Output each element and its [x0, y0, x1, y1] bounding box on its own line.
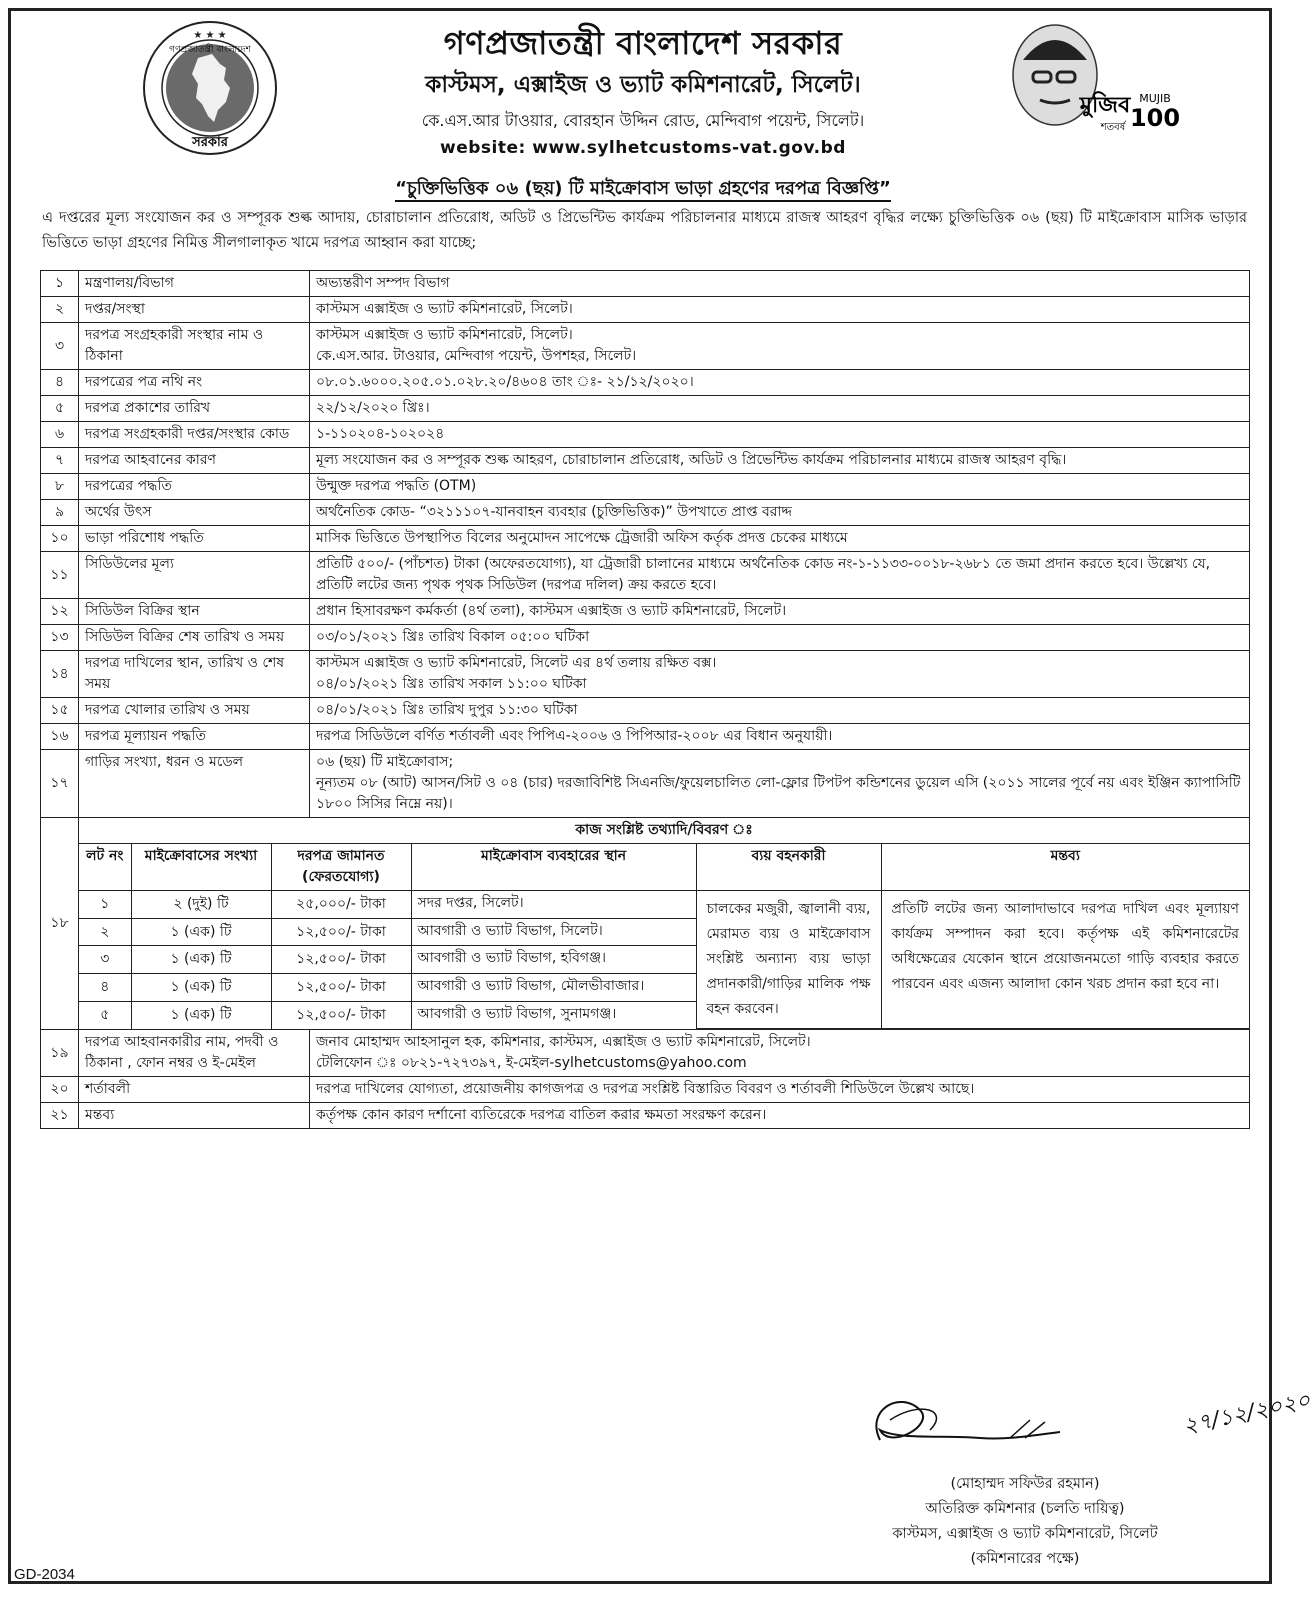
row-value-line: কর্তৃপক্ষ কোন কারণ দর্শানো ব্যতিরেকে দরপত্র বাতিল করার ক্ষমতা সংরক্ষণ করেন। [316, 1107, 767, 1123]
lot-table-header: দরপত্র জামানত (ফেরতযোগ্য) [271, 844, 411, 891]
row-label: দরপত্র মূল্যায়ন পদ্ধতি [79, 724, 310, 750]
row-value [310, 396, 1250, 422]
lot-table-header: মাইক্রোবাস ব্যবহারের স্থান [411, 844, 696, 891]
row-value-line: অভ্যন্তরীণ সম্পদ বিভাগ [316, 275, 450, 291]
row-number: ৭ [41, 448, 79, 474]
row-number: ৫ [41, 396, 79, 422]
handwritten-date: ২৭/১২/২০২০ [1181, 1388, 1313, 1440]
table-row [41, 625, 1250, 651]
row-label: ভাড়া পরিশোধ পদ্ধতি [79, 526, 310, 552]
lot-place: আবগারী ও ভ্যাট বিভাগ, সিলেট। [411, 918, 696, 946]
lot-table-header: ব্যয় বহনকারী [696, 844, 881, 891]
row-label: দরপত্রের পদ্ধতি [79, 474, 310, 500]
tender-details-table [40, 270, 1250, 1129]
table-row [41, 1103, 1250, 1129]
row-value-line: দরপত্র দাখিলের যোগ্যতা, প্রয়োজনীয় কাগজপত্র ও দরপত্র সংশ্লিষ্ট বিস্তারিত বিবরণ ও শর্তাবলী শিডিউলে উল্লেখ আছে। [316, 1081, 975, 1097]
row-value-line: ১-১১০২০৪-১০২০২৪ [316, 426, 445, 442]
row-value-line: মূল্য সংযোজন কর ও সম্পূরক শুল্ক আহরণ, চোরাচালান প্রতিরোধ, অডিট ও প্রিভেন্টিভ কার্যক্রম পরিচালনার মাধ্যমে রাজস্ব আহরণ বৃদ্ধি। [316, 452, 1067, 468]
lot-place: আবগারী ও ভ্যাট বিভাগ, হবিগঞ্জ। [411, 946, 696, 974]
table-row [41, 474, 1250, 500]
row-value-line: অর্থনৈতিক কোড- “৩২১১১০৭-যানবাহন ব্যবহার (চুক্তিভিত্তিক)” উপখাতে প্রাপ্ত বরাদ্দ [316, 504, 792, 520]
row-number: ১৮ [41, 818, 79, 1030]
row-label: সিডিউল বিক্রির শেষ তারিখ ও সময় [79, 625, 310, 651]
lot-table-heading-row [79, 818, 1249, 844]
row-value-line: কে.এস.আর. টাওয়ার, মেন্দিবাগ পয়েন্ট, উপশহর, সিলেট। [316, 348, 637, 364]
office-address: কে.এস.আর টাওয়ার, বোরহান উদ্দিন রোড, মেন্দিবাগ পয়েন্ট, সিলেট। [421, 111, 865, 130]
row-value [310, 750, 1250, 818]
row-value-line: কাস্টমস এক্সাইজ ও ভ্যাট কমিশনারেট, সিলেট। [316, 301, 573, 317]
row-label: দরপত্র সংগ্রহকারী সংস্থার নাম ও ঠিকানা [79, 323, 310, 370]
table-row [41, 698, 1250, 724]
lot-count: ২ (দুই) টি [131, 891, 271, 919]
lot-place: আবগারী ও ভ্যাট বিভাগ, মৌলভীবাজার। [411, 974, 696, 1002]
row-label: শর্তাবলী [79, 1077, 310, 1103]
row-value-line: ০৪/০১/২০২১ খ্রিঃ তারিখ সকাল ১১:০০ ঘটিকা [316, 676, 587, 692]
row-number: ১৫ [41, 698, 79, 724]
table-row [41, 750, 1250, 818]
signatory-on-behalf: (কমিশনারের পক্ষে) [970, 1551, 1080, 1567]
cost-bearer: চালকের মজুরী, জ্বালানী ব্যয়, মেরামত ব্যয় ও মাইক্রোবাস সংশ্লিষ্ট অন্যান্য ব্যয় ভাড়া প্রদানকারী/গাড়ির মালিক পক্ষ বহন করবেন। [696, 891, 881, 1029]
lot-row [79, 891, 1249, 919]
row-number: ১৯ [41, 1030, 79, 1077]
table-row-work-details [41, 818, 1250, 1030]
table-row [41, 323, 1250, 370]
row-value-line: প্রধান হিসাবরক্ষণ কর্মকর্তা (৪র্থ তলা), কাস্টমস এক্সাইজ ও ভ্যাট কমিশনারেট, সিলেট। [316, 603, 787, 619]
table-row [41, 370, 1250, 396]
table-row [41, 448, 1250, 474]
row-value-line: ২২/১২/২০২০ খ্রিঃ। [316, 400, 430, 416]
row-value [310, 698, 1250, 724]
row-label: দরপত্র দাখিলের স্থান, তারিখ ও শেষ সময় [79, 651, 310, 698]
row-value-line: টেলিফোন ঃ ০৮২১-৭২৭৩৯৭, ই-মেইল-sylhetcustoms@yahoo.com [316, 1055, 747, 1071]
row-value [310, 625, 1250, 651]
row-value [310, 500, 1250, 526]
row-value-line: কাস্টমস এক্সাইজ ও ভ্যাট কমিশনারেট, সিলেট। [316, 327, 573, 343]
lot-count: ১ (এক) টি [131, 946, 271, 974]
row-value [310, 1030, 1250, 1077]
government-title: গণপ্রজাতন্ত্রী বাংলাদেশ সরকার [443, 24, 843, 62]
table-row [41, 422, 1250, 448]
svg-text:★ ★ ★: ★ ★ ★ [193, 30, 227, 41]
signature-block [790, 1472, 1260, 1572]
lot-table-header: মন্তব্য [881, 844, 1249, 891]
signatory-name: (মোহাম্মদ সফিউর রহমান) [950, 1476, 1100, 1492]
notice-title: “চুক্তিভিত্তিক ০৬ (ছয়) টি মাইক্রোবাস ভাড়া গ্রহণের দরপত্র বিজ্ঞপ্তি” [0, 174, 1286, 205]
lot-security: ১২,৫০০/- টাকা [271, 946, 411, 974]
row-number: ২০ [41, 1077, 79, 1103]
table-row [41, 396, 1250, 422]
row-label: গাড়ির সংখ্যা, ধরন ও মডেল [79, 750, 310, 818]
row-number: ৯ [41, 500, 79, 526]
seal-bottom-text: সরকার [192, 135, 228, 150]
row-label: দরপত্র প্রকাশের তারিখ [79, 396, 310, 422]
lot-count: ১ (এক) টি [131, 1001, 271, 1028]
mujib-logo-en: MUJIB [1139, 92, 1171, 105]
row-number: ১ [41, 271, 79, 297]
table-row [41, 651, 1250, 698]
row-label: সিডিউল বিক্রির স্থান [79, 599, 310, 625]
row-number: ১০ [41, 526, 79, 552]
table-row [41, 552, 1250, 599]
row-value [310, 271, 1250, 297]
table-row [41, 297, 1250, 323]
row-number: ৮ [41, 474, 79, 500]
row-number: ৪ [41, 370, 79, 396]
row-value-line: ০৩/০১/২০২১ খ্রিঃ তারিখ বিকাল ০৫:০০ ঘটিকা [316, 629, 590, 645]
row-value [310, 599, 1250, 625]
row-number: ১২ [41, 599, 79, 625]
table-row [41, 1030, 1250, 1077]
lot-table-header: লট নং [79, 844, 131, 891]
row-label: দরপত্র খোলার তারিখ ও সময় [79, 698, 310, 724]
row-value [310, 323, 1250, 370]
row-value-line: ০৬ (ছয়) টি মাইক্রোবাস; [316, 754, 454, 770]
lot-place: আবগারী ও ভ্যাট বিভাগ, সুনামগঞ্জ। [411, 1001, 696, 1028]
row-value-line: উন্মুক্ত দরপত্র পদ্ধতি (OTM) [316, 478, 477, 494]
table-row [41, 599, 1250, 625]
website-link[interactable]: website: www.sylhetcustoms-vat.gov.bd [440, 138, 846, 158]
footer-code: GD-2034 [14, 1566, 75, 1583]
lot-security: ১২,৫০০/- টাকা [271, 918, 411, 946]
row-value [310, 448, 1250, 474]
row-value-line: প্রতিটি ৫০০/- (পাঁচশত) টাকা (অফেরতযোগ্য), যা ট্রেজারী চালানের মাধ্যমে অর্থনৈতিক কোড নং-১-১১৩৩-০০১৮-২৬৮১ তে জমা প্রদান করতে হবে। উল্লেখ্য যে, প্রতিটি লটের জন্য পৃথক পৃথক সিডিউল (দরপত্র দলিল) ক্রয় করতে হবে। [316, 556, 1211, 593]
row-number: ২১ [41, 1103, 79, 1129]
row-value [310, 1103, 1250, 1129]
lot-number: ৩ [79, 946, 131, 974]
row-value [310, 297, 1250, 323]
row-value [310, 552, 1250, 599]
lot-remarks: প্রতিটি লটের জন্য আলাদাভাবে দরপত্র দাখিল এবং মূল্যায়ণ কার্যক্রম সম্পাদন করা হবে। কর্তৃপক্ষ এই কমিশনারেটের অধিক্ষেত্রের যেকোন স্থানে প্রয়োজনমতো গাড়ি ব্যবহার করতে পারবেন এবং এজন্য আলাদা কোন খরচ প্রদান করা হবে না। [881, 891, 1249, 1029]
work-details-cell [79, 818, 1250, 1030]
row-value-line: কাস্টমস এক্সাইজ ও ভ্যাট কমিশনারেট, সিলেট এর ৪র্থ তলায় রক্ষিত বক্স। [316, 655, 717, 671]
row-number: ১৩ [41, 625, 79, 651]
row-value-line: ০৮.০১.৬০০০.২০৫.০১.০২৮.২০/৪৬০৪ তাং ঃ- ২১/১২/২০২০। [316, 374, 694, 390]
lot-count: ১ (এক) টি [131, 918, 271, 946]
lot-security: ২৫,০০০/- টাকা [271, 891, 411, 919]
row-value [310, 474, 1250, 500]
row-number: ১৪ [41, 651, 79, 698]
lot-count: ১ (এক) টি [131, 974, 271, 1002]
row-value-line: মাসিক ভিত্তিতে উপস্থাপিত বিলের অনুমোদন সাপেক্ষে ট্রেজারী অফিস কর্তৃক প্রদত্ত চেকের মাধ্যমে [316, 530, 848, 546]
row-number: ১৭ [41, 750, 79, 818]
row-number: ১৬ [41, 724, 79, 750]
row-value-line: দরপত্র সিডিউলে বর্ণিত শর্তাবলী এবং পিপিএ-২০০৬ ও পিপিআর-২০০৮ এর বিধান অনুযায়ী। [316, 728, 833, 744]
lot-place: সদর দপ্তর, সিলেট। [411, 891, 696, 919]
row-value [310, 370, 1250, 396]
table-row [41, 500, 1250, 526]
row-label: দরপত্রের পত্র নথি নং [79, 370, 310, 396]
lot-table-header: মাইক্রোবাসের সংখ্যা [131, 844, 271, 891]
signatory-designation: অতিরিক্ত কমিশনার (চলতি দায়িত্ব) [925, 1501, 1125, 1517]
lot-security: ১২,৫০০/- টাকা [271, 1001, 411, 1028]
lot-table-header-row [79, 844, 1249, 891]
table-row [41, 1077, 1250, 1103]
office-name: কাস্টমস, এক্সাইজ ও ভ্যাট কমিশনারেট, সিলেট। [425, 72, 861, 98]
row-value-line: জনাব মোহাম্মদ আহসানুল হক, কমিশনার, কাস্টমস, এক্সাইজ ও ভ্যাট কমিশনারেট, সিলেট। [316, 1034, 811, 1050]
row-value [310, 526, 1250, 552]
row-label: অর্থের উৎস [79, 500, 310, 526]
lot-table-heading: কাজ সংশ্লিষ্ট তথ্যাদি/বিবরণ ঃ [79, 818, 1249, 844]
row-value-line: ০৪/০১/২০২১ খ্রিঃ তারিখ দুপুর ১১:৩০ ঘটিকা [316, 702, 578, 718]
lot-number: ২ [79, 918, 131, 946]
row-value [310, 1077, 1250, 1103]
lot-number: ৫ [79, 1001, 131, 1028]
lot-number: ৪ [79, 974, 131, 1002]
row-label: দপ্তর/সংস্থা [79, 297, 310, 323]
row-label: দরপত্র সংগ্রহকারী দপ্তর/সংস্থার কোড [79, 422, 310, 448]
intro-paragraph: এ দপ্তরের মূল্য সংযোজন কর ও সম্পূরক শুল্ক আদায়, চোরাচালান প্রতিরোধ, অডিট ও প্রিভেন্টিভ কার্যক্রম পরিচালনার মাধ্যমে রাজস্ব আহরণ বৃদ্ধির লক্ষ্যে চুক্তিভিত্তিক ০৬ (ছয়) টি মাইক্রোবাস মাসিক ভাড়ার ভিত্তিতে ভাড়া গ্রহণের নিমিত্ত সীলগালাকৃত খামে দরপত্র আহ্বান করা যাচ্ছে; [42, 210, 1247, 251]
row-value [310, 724, 1250, 750]
mujib-logo-sub: শতবর্ষ [1100, 122, 1126, 133]
signatory-office: কাস্টমস, এক্সাইজ ও ভ্যাট কমিশনারেট, সিলেট [892, 1526, 1158, 1542]
lot-number: ১ [79, 891, 131, 919]
lot-table [79, 818, 1249, 1029]
row-value [310, 422, 1250, 448]
row-number: ১১ [41, 552, 79, 599]
lot-security: ১২,৫০০/- টাকা [271, 974, 411, 1002]
mujib-100-logo-icon [995, 20, 1181, 135]
seal-top-text: গণপ্রজাতন্ত্রী বাংলাদেশ [169, 45, 251, 55]
row-value-line: নূন্যতম ০৮ (আট) আসন/সিট ও ০৪ (চার) দরজাবিশিষ্ট সিএনজি/ফুয়েলচালিত লো-ফ্লোর টিপটপ কন্ডিশনের ডুয়েল এসি (২০১১ সালের পূর্বে নয় এবং ইঞ্জিন ক্যাপাসিটি ১৮০০ সিসির নিম্নে নয়)। [316, 775, 1241, 812]
row-label: দরপত্র আহবানের কারণ [79, 448, 310, 474]
mujib-logo-num: 100 [1129, 104, 1181, 132]
table-row [41, 271, 1250, 297]
row-label: দরপত্র আহবানকারীর নাম, পদবী ও ঠিকানা , ফোন নম্বর ও ই-মেইল [79, 1030, 310, 1077]
letterhead [0, 0, 1286, 170]
row-label: মন্ত্রণালয়/বিভাগ [79, 271, 310, 297]
table-row [41, 724, 1250, 750]
mujib-logo-text: মুজিব [1079, 93, 1131, 118]
row-value [310, 651, 1250, 698]
table-row [41, 526, 1250, 552]
row-number: ৩ [41, 323, 79, 370]
row-label: মন্তব্য [79, 1103, 310, 1129]
row-number: ২ [41, 297, 79, 323]
row-number: ৬ [41, 422, 79, 448]
row-label: সিডিউলের মূল্য [79, 552, 310, 599]
